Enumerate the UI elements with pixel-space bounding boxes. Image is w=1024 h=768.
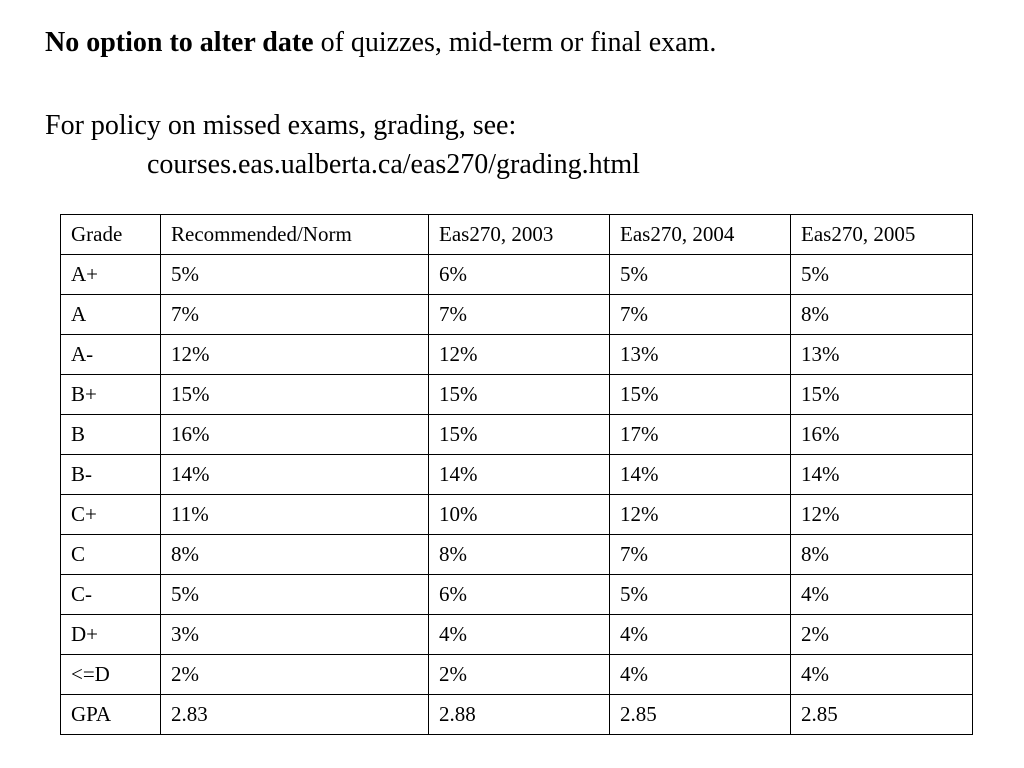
table-cell: 8% bbox=[791, 295, 973, 335]
table-cell: 5% bbox=[161, 255, 429, 295]
notice-text: of quizzes, mid-term or final exam. bbox=[313, 27, 717, 58]
table-cell: 2.83 bbox=[161, 695, 429, 735]
header-cell: Eas270, 2003 bbox=[429, 215, 610, 255]
notice-line bbox=[45, 26, 716, 60]
grade-label-cell: D+ bbox=[61, 615, 161, 655]
table-row bbox=[61, 495, 973, 535]
table-cell: 5% bbox=[610, 575, 791, 615]
policy-link: courses.eas.ualberta.ca/eas270/grading.html bbox=[147, 149, 640, 180]
table-cell: 4% bbox=[610, 615, 791, 655]
grade-label-cell: A bbox=[61, 295, 161, 335]
grade-label-cell: C+ bbox=[61, 495, 161, 535]
table-row bbox=[61, 295, 973, 335]
table-cell: 8% bbox=[429, 535, 610, 575]
table-cell: 10% bbox=[429, 495, 610, 535]
table-cell: 7% bbox=[161, 295, 429, 335]
table-cell: 5% bbox=[791, 255, 973, 295]
table-cell: 15% bbox=[791, 375, 973, 415]
grade-label-cell: C- bbox=[61, 575, 161, 615]
table-cell: 4% bbox=[429, 615, 610, 655]
table-cell: 17% bbox=[610, 415, 791, 455]
header-cell: Eas270, 2004 bbox=[610, 215, 791, 255]
table-cell: 12% bbox=[429, 335, 610, 375]
grade-label-cell: GPA bbox=[61, 695, 161, 735]
table-cell: 2% bbox=[161, 655, 429, 695]
header-cell: Recommended/Norm bbox=[161, 215, 429, 255]
table-cell: 2% bbox=[791, 615, 973, 655]
table-cell: 13% bbox=[791, 335, 973, 375]
table-row bbox=[61, 335, 973, 375]
table-cell: 3% bbox=[161, 615, 429, 655]
table-row bbox=[61, 575, 973, 615]
table-cell: 15% bbox=[429, 375, 610, 415]
table-cell: 16% bbox=[161, 415, 429, 455]
table-row bbox=[61, 655, 973, 695]
table-row bbox=[61, 535, 973, 575]
grade-label-cell: B+ bbox=[61, 375, 161, 415]
table-row bbox=[61, 695, 973, 735]
table-cell: 7% bbox=[610, 295, 791, 335]
table-row bbox=[61, 255, 973, 295]
table-cell: 8% bbox=[791, 535, 973, 575]
table-row bbox=[61, 455, 973, 495]
table-cell: 7% bbox=[610, 535, 791, 575]
table-cell: 2% bbox=[429, 655, 610, 695]
table-cell: 11% bbox=[161, 495, 429, 535]
table-cell: 6% bbox=[429, 255, 610, 295]
table-row bbox=[61, 615, 973, 655]
table-cell: 12% bbox=[791, 495, 973, 535]
table-cell: 2.88 bbox=[429, 695, 610, 735]
table-cell: 2.85 bbox=[791, 695, 973, 735]
table-row bbox=[61, 415, 973, 455]
header-cell: Grade bbox=[61, 215, 161, 255]
table-cell: 4% bbox=[791, 655, 973, 695]
table-cell: 7% bbox=[429, 295, 610, 335]
table-cell: 5% bbox=[610, 255, 791, 295]
table-cell: 14% bbox=[429, 455, 610, 495]
table-cell: 12% bbox=[610, 495, 791, 535]
grade-label-cell: B bbox=[61, 415, 161, 455]
notice-bold-text: No option to alter date bbox=[45, 27, 314, 58]
table-cell: 2.85 bbox=[610, 695, 791, 735]
table-cell: 4% bbox=[791, 575, 973, 615]
grade-label-cell: B- bbox=[61, 455, 161, 495]
policy-intro: For policy on missed exams, grading, see: bbox=[45, 110, 517, 141]
grade-label-cell: <=D bbox=[61, 655, 161, 695]
table-header-row bbox=[61, 215, 973, 255]
table-cell: 16% bbox=[791, 415, 973, 455]
table-cell: 12% bbox=[161, 335, 429, 375]
table-row bbox=[61, 375, 973, 415]
table-cell: 15% bbox=[161, 375, 429, 415]
table-cell: 4% bbox=[610, 655, 791, 695]
header-cell: Eas270, 2005 bbox=[791, 215, 973, 255]
grade-distribution-table bbox=[60, 214, 973, 735]
table-cell: 15% bbox=[429, 415, 610, 455]
table-cell: 14% bbox=[610, 455, 791, 495]
grade-label-cell: A- bbox=[61, 335, 161, 375]
grade-label-cell: C bbox=[61, 535, 161, 575]
grade-label-cell: A+ bbox=[61, 255, 161, 295]
table-cell: 15% bbox=[610, 375, 791, 415]
table-cell: 14% bbox=[791, 455, 973, 495]
table-cell: 5% bbox=[161, 575, 429, 615]
table-cell: 13% bbox=[610, 335, 791, 375]
table-cell: 6% bbox=[429, 575, 610, 615]
table-cell: 8% bbox=[161, 535, 429, 575]
table-cell: 14% bbox=[161, 455, 429, 495]
